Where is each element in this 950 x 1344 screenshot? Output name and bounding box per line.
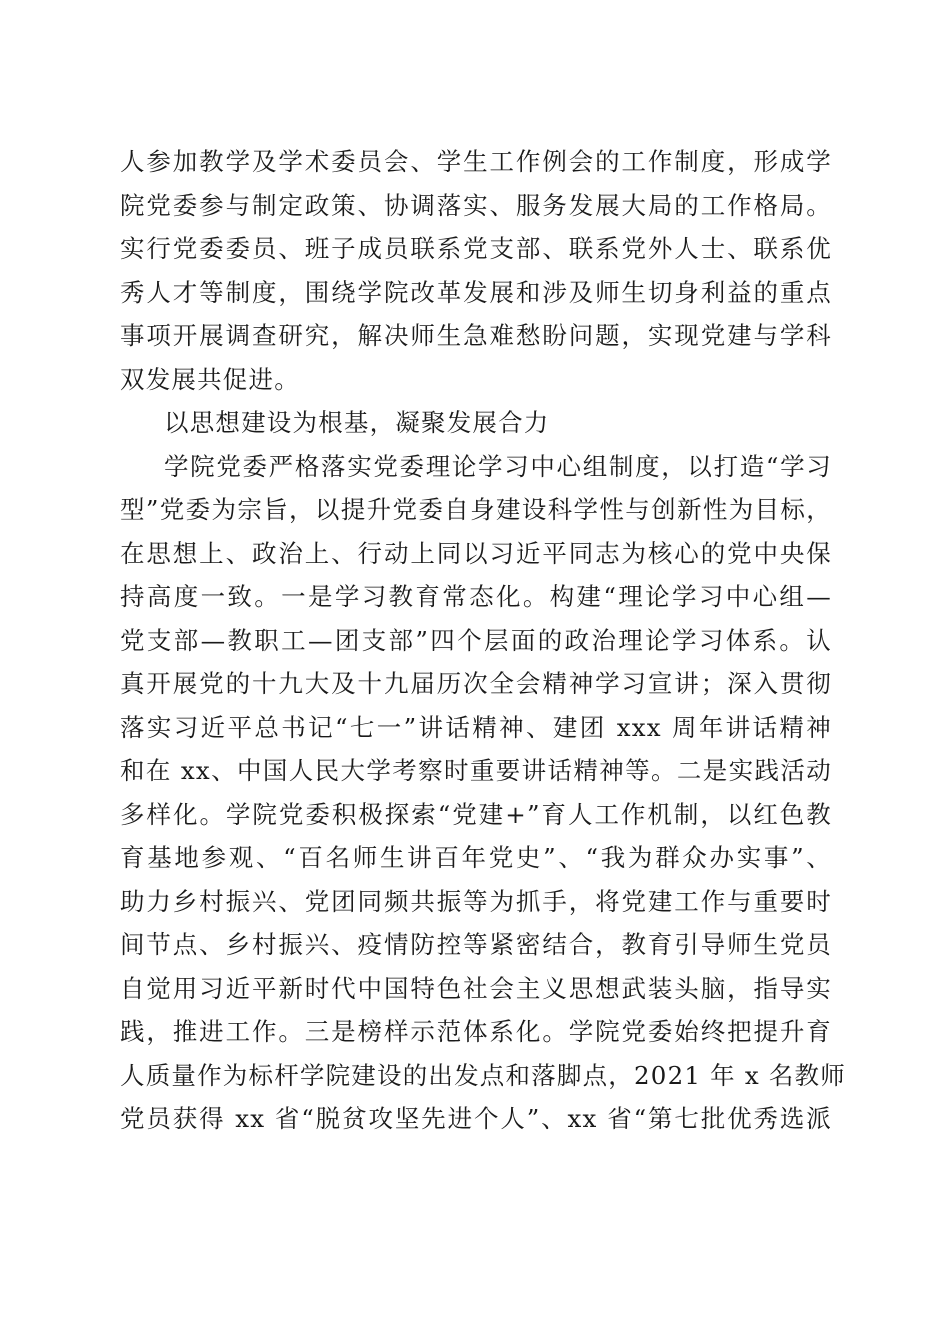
text-line: 间节点、乡村振兴、疫情防控等紧密结合，教育引导师生党员 <box>120 930 832 959</box>
text-line: 持高度一致。一是学习教育常态化。构建“理论学习中心组— <box>120 582 832 611</box>
text-line: 实行党委委员、班子成员联系党支部、联系党外人士、联系优 <box>120 234 832 263</box>
text-line: 事项开展调查研究，解决师生急难愁盼问题，实现党建与学科 <box>120 321 832 350</box>
text-line: 助力乡村振兴、党团同频共振等为抓手，将党建工作与重要时 <box>120 886 832 916</box>
text-line: 人质量作为标杆学院建设的出发点和落脚点，2021 年 x 名教师 <box>120 1060 846 1090</box>
paragraph-1 <box>120 140 832 401</box>
text-line: 践，推进工作。三是榜样示范体系化。学院党委始终把提升育 <box>120 1017 832 1046</box>
text-line: 在思想上、政治上、行动上同以习近平同志为核心的党中央保 <box>120 538 832 568</box>
section-heading: 以思想建设为根基，凝聚发展合力 <box>164 408 550 437</box>
text-line: 多样化。学院党委积极探索“党建+”育人工作机制，以红色教 <box>120 799 832 829</box>
text-line: 秀人才等制度，围绕学院改革发展和涉及师生切身利益的重点 <box>120 277 832 307</box>
text-line: 型”党委为宗旨，以提升党委自身建设科学性与创新性为目标， <box>120 495 832 524</box>
paragraph-2 <box>120 445 846 1141</box>
text-line: 和在 xx、中国人民大学考察时重要讲话精神等。二是实践活动 <box>120 756 832 785</box>
text-line: 院党委参与制定政策、协调落实、服务发展大局的工作格局。 <box>120 190 832 220</box>
text-line: 党员获得 xx 省“脱贫攻坚先进个人”、xx 省“第七批优秀选派 <box>120 1104 832 1133</box>
text-line: 落实习近平总书记“七一”讲话精神、建团 xxx 周年讲话精神 <box>120 712 832 742</box>
text-line: 人参加教学及学术委员会、学生工作例会的工作制度，形成学 <box>120 147 832 176</box>
document-body <box>120 140 846 1141</box>
text-line: 党支部—教职工—团支部”四个层面的政治理论学习体系。认 <box>120 625 832 655</box>
text-line: 双发展共促进。 <box>120 364 300 394</box>
text-line: 育基地参观、“百名师生讲百年党史”、“我为群众办实事”、 <box>120 843 832 872</box>
text-line: 自觉用习近平新时代中国特色社会主义思想武装头脑，指导实 <box>120 973 832 1003</box>
text-line: 真开展党的十九大及十九届历次全会精神学习宣讲；深入贯彻 <box>120 669 832 698</box>
text-line: 学院党委严格落实党委理论学习中心组制度，以打造“学习 <box>164 451 832 481</box>
